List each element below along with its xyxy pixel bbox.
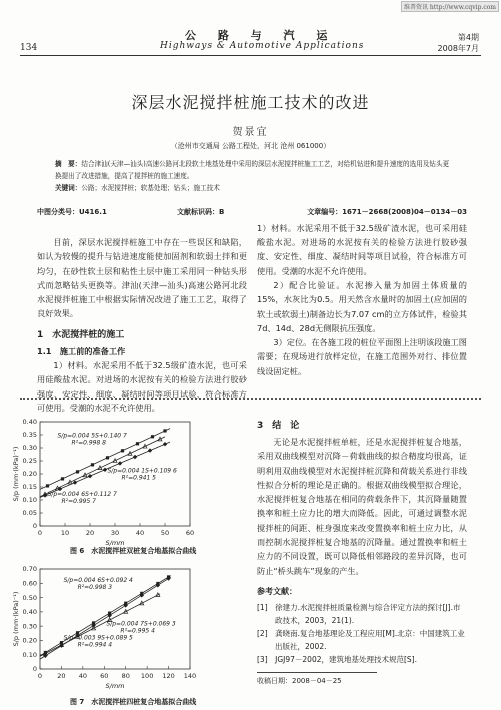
fit-r-squared: R²=0.994 4 [77, 641, 113, 649]
y-tick-label: 0 [32, 522, 37, 531]
y-tick-label: 0.15 [22, 483, 37, 492]
fit-equation: S/p=0.003 9S+0.089 5 [63, 634, 133, 642]
keywords [55, 182, 450, 194]
fit-equation: S/p=0.004 6S+0.112 7 [47, 491, 117, 499]
right-column-bottom [257, 418, 467, 666]
issue-number: 第4期 [457, 33, 479, 42]
positioning-paragraph: 3）定位。在各施工段的桩位平面图上注明该段施工图需要；在现场进行放样定位，在施工范围外对行、排位置线设固定桩。 [257, 337, 467, 376]
fit-r-squared: R²=0.941 5 [121, 474, 157, 482]
data-point [163, 442, 167, 446]
data-point [163, 429, 166, 432]
references-heading: 参考文献： [257, 586, 297, 596]
data-point [118, 461, 122, 465]
data-point [106, 456, 109, 459]
y-tick-label: 0.50 [22, 593, 37, 602]
y-tick-label: 0.30 [22, 622, 37, 631]
x-tick-label: 80 [121, 672, 130, 680]
y-tick-label: 0.35 [22, 431, 37, 440]
y-tick-label: 0.10 [22, 650, 37, 659]
watermark: 维普资讯 http://www.cqvip.com [401, 1, 499, 12]
y-axis-label: S/p (mm·(kPa)⁻¹) [12, 446, 20, 502]
data-point [136, 442, 139, 445]
page-number: 134 [20, 43, 38, 53]
figure-7-caption: 图 7 水泥搅拌桩四桩复合地基拟合曲线 [70, 698, 197, 706]
data-point [46, 484, 49, 487]
x-tick-label: 60 [185, 529, 195, 537]
author: 贺景宜 [232, 127, 269, 138]
y-tick-label: 0.40 [22, 608, 37, 617]
affiliation: （沧州市交通局 公路工程处，河北 沧州 061000） [170, 142, 331, 150]
x-tick-label: 0 [37, 672, 43, 680]
abstract [55, 158, 450, 182]
materials-continued: 1）材料。水泥采用不低于32.5级矿渣水泥，也可采用硅酸盐水泥。对进场的水泥按有关的检验方法进行胶砂强度、安定性、细度、凝结时间等项目试验，符合标准方可使用。受潮的水泥不允许使用。 [257, 222, 467, 276]
x-tick-label: 10 [60, 529, 70, 537]
x-tick-label: 0 [37, 529, 43, 537]
y-tick-label: 0.70 [22, 565, 37, 574]
y-tick-label: 0 [32, 665, 37, 674]
x-tick-label: 60 [100, 672, 109, 680]
y-tick-label: 0.60 [22, 579, 37, 588]
document-code: 文献标识码：B [177, 208, 225, 216]
abstract-label: 摘 要： [55, 160, 82, 168]
received-date: 收稿日期：2008－04－25 [257, 672, 377, 686]
section-1-1-heading: 1.1 施工前的准备工作 [37, 345, 126, 356]
abstract-text: 结合津汕(天津—汕头)高速公路河北段软土地基处理中采用的深层水泥搅拌桩施工工艺，对给机钻进和提升速度的选用及钻头更换提出了改进措施，提高了搅拌桩的施工速度。 [55, 160, 450, 180]
keywords-text: 公路；水泥搅拌桩；软基处理；钻头；施工技术 [81, 184, 220, 192]
figure-6-caption: 图 6 水泥搅拌桩双桩复合地基拟合曲线 [70, 547, 197, 555]
reference-item: [3] JGJ97－2002，建筑地基处理技术规范[S]. [257, 654, 417, 664]
data-point [148, 448, 152, 452]
clc-number: 中图分类号：U416.1 [37, 208, 107, 216]
data-point [121, 449, 124, 452]
fit-equation: S/p=0.004 1S+0.109 6 [107, 467, 177, 475]
section-divider [20, 398, 481, 400]
y-axis-label: S/p (mm·(kPa)⁻¹) [12, 591, 20, 647]
fit-equation: S/p=0.004 5S+0.140 7 [57, 432, 127, 440]
data-point [151, 435, 154, 438]
issue-date: 2008年7月 [437, 44, 479, 53]
y-tick-label: 0.40 [22, 418, 37, 427]
y-tick-label: 0.20 [22, 470, 37, 479]
y-tick-label: 0.25 [22, 457, 37, 466]
x-tick-label: 30 [110, 529, 120, 537]
y-tick-label: 0.30 [22, 444, 37, 453]
fit-r-squared: R²=0.998 3 [77, 583, 113, 591]
article-number: 文章编号：1671－2668(2008)04－0134－03 [307, 208, 467, 216]
y-tick-label: 0.20 [22, 636, 37, 645]
section-3-heading: 3 结 论 [257, 421, 300, 431]
x-tick-label: 140 [183, 672, 197, 680]
abstract-block [55, 158, 450, 194]
fit-r-squared: R²=0.995 4 [120, 627, 155, 635]
figure-7-chart [8, 563, 248, 703]
reference-item: [1] 徐建力.水泥搅拌桩质量检测与综合评定方法的探讨[J].市政技术，2003，21(1). [257, 602, 461, 625]
data-point [133, 455, 137, 459]
materials-paragraph: 1）材料。水泥采用不低于32.5级矿渣水泥，也可采用硅酸盐水泥。对进场的水泥按有关的检验方法进行胶砂强度、安定性、细度、凝结时间等项目试验，符合标准方可使用。受潮的水泥不允许使用。 [37, 360, 247, 413]
x-tick-label: 40 [78, 672, 87, 680]
x-tick-label: 40 [135, 529, 145, 537]
fit-r-squared: R²=0.995 7 [61, 498, 97, 506]
left-column [37, 235, 247, 413]
x-tick-label: 20 [85, 529, 95, 537]
article-title: 深层水泥搅拌桩施工技术的改进 [131, 93, 370, 112]
data-point [76, 470, 79, 473]
article-meta [37, 207, 467, 217]
x-tick-label: 120 [162, 672, 175, 680]
x-tick-label: 20 [57, 672, 66, 680]
intro-paragraph: 目前，深层水泥搅拌桩施工中存在一些误区和缺陷，如认为较慢的提升与钻进速度能使加固剂和软弱土拌和更均匀，在砂性软土层和粘性土层中施工采用同一种钻头形式而忽略钻头更换等。津汕(天津—汕头)高速公路河北段水泥搅拌桩施工中根据实际情况改进了施工工艺，取得了良好效果。 [37, 237, 247, 319]
conclusion-paragraph: 无论是水泥搅拌桩单桩，还是水泥搅拌桩复合地基，采用双曲线模型对沉降－荷载曲线的拟合精度均很高，证明利用双曲线模型对水泥搅拌桩沉降和荷载关系进行非线性拟合分析的理论是正确的。根据双曲线模型拟合理论，水泥搅拌桩复合地基在相同的荷载条件下，其沉降量随置换率和桩土应力比的增大而降低。因此，可通过调整水泥搅拌桩的间距、桩身强度来改变置换率和桩土应力比，从而控制水泥搅拌桩复合地基的沉降量。通过置换率和桩土应力的不同设置，既可以降低相邻路段的差异沉降，也可防止“桥头跳车”现象的产生。 [257, 437, 467, 576]
data-point [61, 477, 64, 480]
y-tick-label: 0.05 [22, 509, 37, 518]
header-rule [20, 55, 481, 56]
keywords-label: 关键词： [55, 184, 82, 192]
journal-title-en: Highways & Automotive Applications [160, 41, 365, 51]
data-point [88, 474, 92, 478]
x-axis-label: S/mm [105, 539, 125, 547]
issue-info [438, 32, 479, 54]
data-point [91, 463, 94, 466]
fit-equation: S/p=0.004 7S+0.069 3 [106, 620, 176, 628]
reference-item: [2] 龚晓南.复合地基理论及工程应用[M].北京：中国建筑工业出版社，2002. [257, 628, 465, 651]
fit-equation: S/p=0.004 6S+0.092 4 [63, 576, 133, 584]
x-tick-label: 100 [140, 672, 154, 680]
plot-frame [40, 569, 190, 669]
journal-title: 公 路 与 汽 运 [185, 29, 337, 42]
y-tick-label: 0.10 [22, 496, 37, 505]
x-tick-label: 50 [160, 529, 170, 537]
x-axis-label: S/mm [105, 682, 125, 690]
right-column-top [257, 222, 467, 378]
section-1-heading: 1 水泥搅拌桩的施工 [37, 329, 125, 340]
fit-r-squared: R²=0.998 8 [71, 439, 107, 447]
mix-ratio-paragraph: 2）配合比验证。水泥掺入量为加固土体质量的15%，水灰比为0.5。用天然含水量时的加固土(应加固的软土或软弱土)制备边长为7.07 cm的立方体试件，检验其7d、14d、28d无侧限抗压强度。 [257, 280, 467, 333]
